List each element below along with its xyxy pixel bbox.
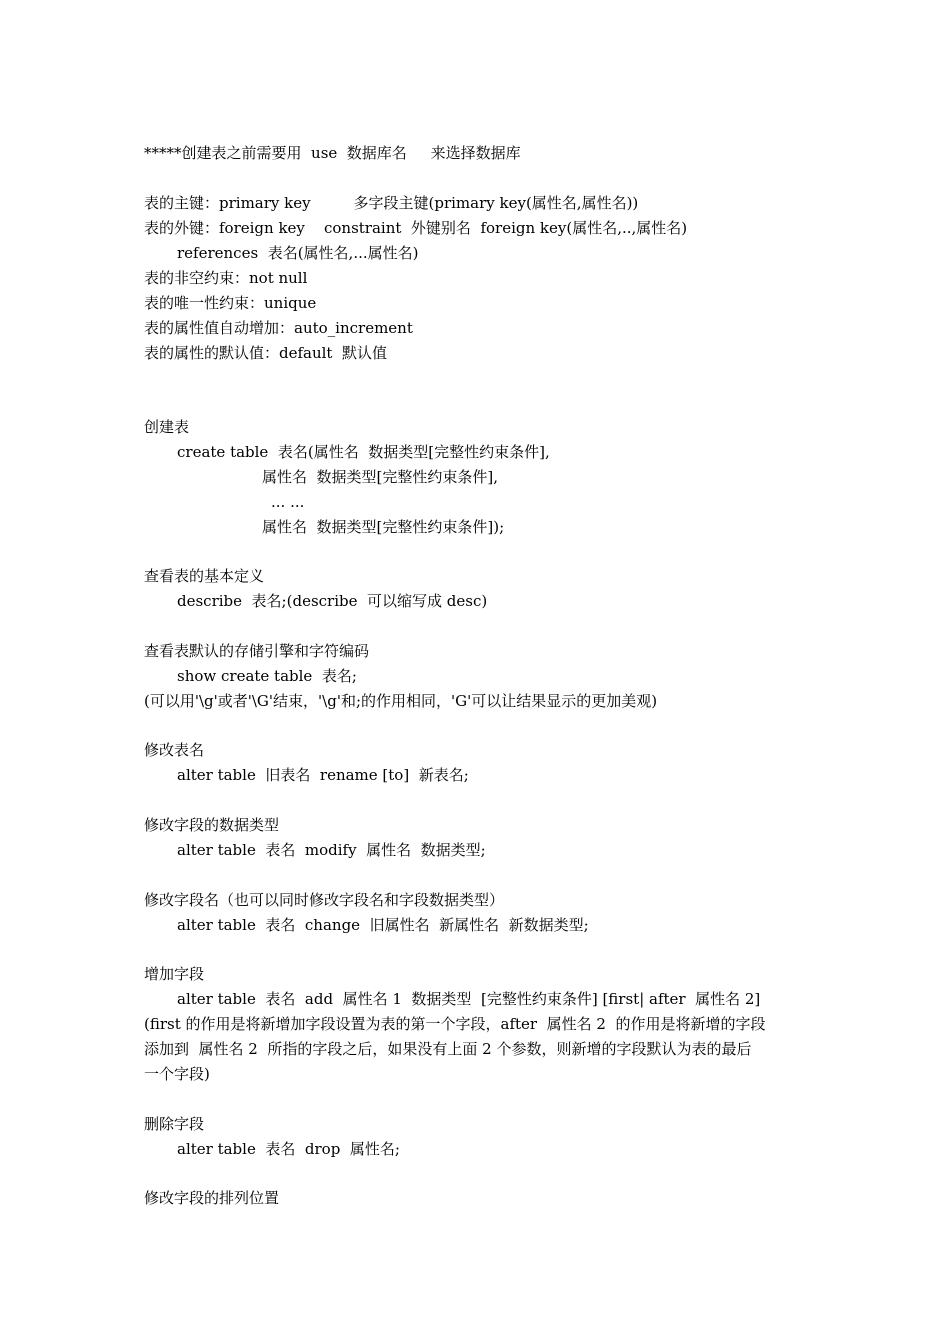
section-heading-reorder: 修改字段的排列位置: [144, 1189, 280, 1207]
references-line: references 表名(属性名,...属性名): [177, 244, 419, 262]
create-table-code-line: 属性名 数据类型[完整性约束条件]);: [262, 518, 505, 536]
rename-code-line: alter table 旧表名 rename [to] 新表名;: [177, 766, 469, 784]
create-table-code-line: 属性名 数据类型[完整性约束条件],: [262, 468, 499, 486]
not-null-line: 表的非空约束：not null: [144, 269, 308, 287]
auto-increment-line: 表的属性值自动增加：auto_increment: [144, 319, 413, 337]
describe-code-line: describe 表名;(describe 可以缩写成 desc): [177, 592, 488, 610]
intro-note: *****创建表之前需要用 use 数据库名 来选择数据库: [144, 144, 521, 162]
section-heading-describe: 查看表的基本定义: [144, 567, 265, 585]
show-create-code-line: show create table 表名;: [177, 667, 357, 685]
modify-code-line: alter table 表名 modify 属性名 数据类型;: [177, 841, 486, 859]
default-line: 表的属性的默认值：default 默认值: [144, 344, 387, 362]
section-heading-create-table: 创建表: [144, 418, 190, 436]
section-heading-rename: 修改表名: [144, 741, 205, 759]
add-code-line: alter table 表名 add 属性名 1 数据类型 [完整性约束条件] [first| after 属性名 2]: [177, 990, 761, 1008]
section-heading-add: 增加字段: [144, 965, 205, 983]
section-heading-show-create: 查看表默认的存储引擎和字符编码: [144, 642, 370, 660]
primary-key-line: 表的主键：primary key 多字段主键(primary key(属性名,属性名)): [144, 194, 639, 212]
show-create-note: (可以用'\g'或者'\G'结束，'\g'和;的作用相同，'G'可以让结果显示的更加美观): [144, 692, 658, 710]
section-heading-modify: 修改字段的数据类型: [144, 816, 280, 834]
add-note-line: 添加到 属性名 2 所指的字段之后，如果没有上面 2 个参数，则新增的字段默认为表的最后: [144, 1040, 752, 1058]
section-heading-change: 修改字段名（也可以同时修改字段名和字段数据类型）: [144, 891, 505, 909]
unique-line: 表的唯一性约束：unique: [144, 294, 317, 312]
add-note-line: 一个字段): [144, 1065, 210, 1083]
create-table-code-line: ... ...: [271, 493, 305, 511]
drop-code-line: alter table 表名 drop 属性名;: [177, 1140, 400, 1158]
add-note-line: (first 的作用是将新增加字段设置为表的第一个字段，after 属性名 2 的作用是将新增的字段: [144, 1015, 766, 1033]
change-code-line: alter table 表名 change 旧属性名 新属性名 新数据类型;: [177, 916, 589, 934]
create-table-code-line: create table 表名(属性名 数据类型[完整性约束条件],: [177, 443, 550, 461]
foreign-key-line: 表的外键：foreign key constraint 外键别名 foreign key(属性名,..,属性名): [144, 219, 688, 237]
section-heading-drop: 删除字段: [144, 1115, 205, 1133]
